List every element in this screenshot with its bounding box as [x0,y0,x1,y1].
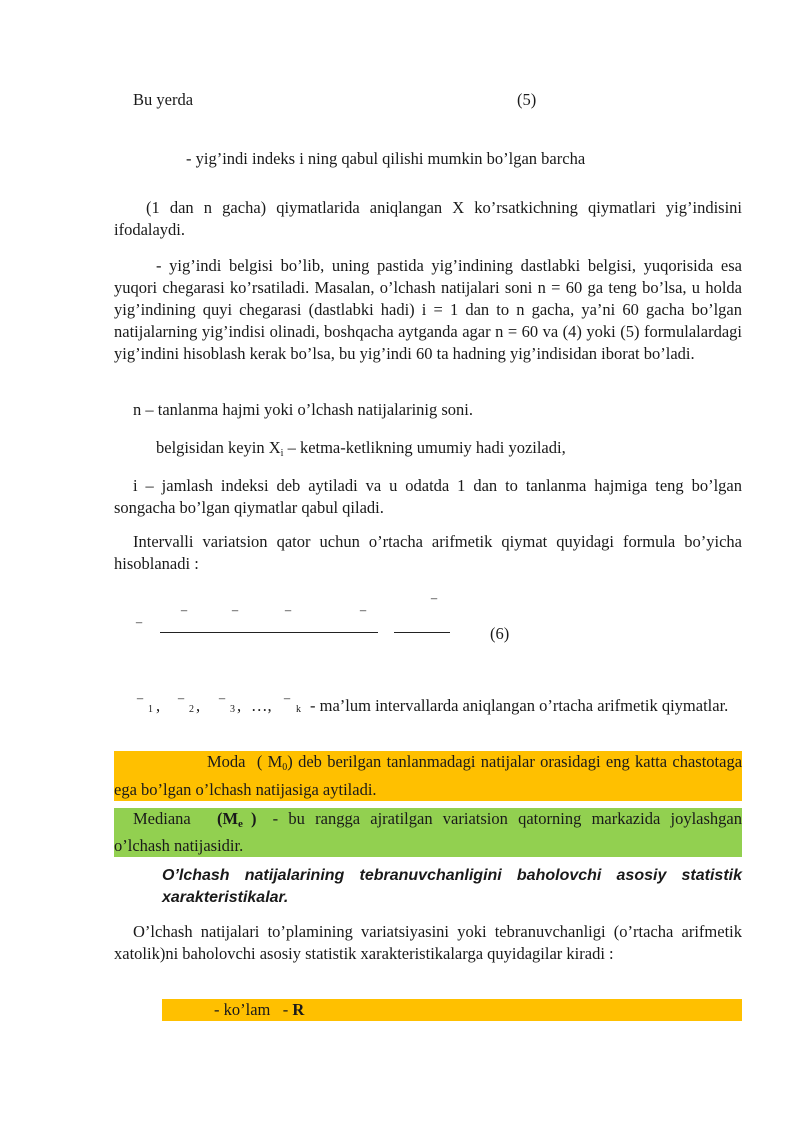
mean-overbar-1: _ [137,688,144,700]
mediana-symbol [217,809,256,828]
mean-overbar-2: _ [178,688,185,700]
mean-sub-3: 3 [230,704,235,715]
mean-sub-1: 1 [148,704,153,715]
mean-comma-2: , [196,696,201,715]
summation-index-definition: i – jamlash indeksi deb aytiladi va u odatda 1 dan to tanlanma hajmiga teng bo’lgan songacha bo’lgan qiymatlar qabul qiladi. [114,476,742,517]
formula-overbar-4: _ [285,600,292,612]
formula-overbar-6: _ [136,612,143,624]
mean-comma-1: , [156,696,161,715]
mediana-text: - bu rangga ajratilgan variatsion qatorning markazida joylashgan o’lchash natijasidir. [114,809,742,855]
summation-sign-text: - yig’indi belgisi bo’lib, uning pastida yig’indining dastlabki belgisi, yuqorisida esa yuqori chegarasi ko’rsatiladi. Masalan, o’lchash natijalari soni n = 60 ga teng bo’lsa, u holda yig’indining quyi chegarasi (dastlabki hadi) i = 1 dan to n gacha, ya’ni 60 gacha bo’lgan natijalarning yig’indisi olinadi, boshqacha aytganda agar n = 60 va (4) yoki (5) formulalardagi yig’indini hisoblash kerak bo’lsa, bu yig’indi 60 ta hadning yig’indisidan iborat bo’ladi. [114,256,742,363]
moda-symbol-sub: 0 [282,762,288,773]
mediana-symbol-sub: e [238,818,243,830]
equation-number-5: (5) [517,90,537,109]
interval-mean-intro: Intervalli variatsion qator uchun o’rtacha arifmetik qiymat quyidagi formula bo’yicha hisoblanadi : [114,532,742,573]
intro-lead: Bu yerda [133,90,194,109]
formula-overbar-5: _ [360,600,367,612]
intro-line [114,89,742,111]
moda-symbol-open: ( M [256,752,283,771]
mean-overbar-k: _ [284,688,291,700]
formula-fraction-bar-2 [394,632,450,633]
sample-size-text: n – tanlanma hajmi yoki o’lchash natijalarinig soni. [133,400,474,419]
mean-comma-3: , [237,696,242,715]
formula-fraction-bar-1 [160,632,378,633]
general-term-after: – ketma-ketlikning umumiy hadi yoziladi, [283,438,566,457]
section-heading: O’lchash natijalarining tebranuvchanligini baholovchi asosiy statistik xarakteristikalar. [162,867,742,906]
moda-text: deb berilgan tanlanmadagi natijalar orasidagi eng katta chastotaga ega bo’lgan o’lchash natijasiga aytiladi. [114,752,743,799]
moda-definition [114,751,742,801]
moda-word: Moda [207,752,246,771]
formula-overbar-1: _ [431,588,438,600]
range-item [162,999,742,1021]
summation-values-text: (1 dan n gacha) qiymatlarida aniqlangan X ko’rsatkichning qiymatlari yig’indisini ifodalaydi. [114,198,742,239]
mean-overbar-3: _ [219,688,226,700]
mediana-symbol-open: (M [216,809,239,828]
general-term-before: belgisidan keyin X [156,438,281,457]
range-symbol: R [292,1000,305,1019]
moda-symbol-close: ) [287,752,293,771]
summation-index-text: - yig’indi indeks i ning qabul qilishi mumkin bo’lgan barcha [186,149,586,168]
mean-sub-2: 2 [189,704,194,715]
formula-overbar-3: _ [232,600,239,612]
variation-intro: O’lchash natijalari to’plamining variatsiyasini yoki tebranuvchanligi (o’rtacha arifmetik xatolik)ni baholovchi asosiy statistik xarakteristikalarga quyidagilar kiradi : [114,922,742,963]
mediana-symbol-close: ) [250,809,257,828]
moda-symbol [257,752,293,771]
formula-overbar-2: _ [181,600,188,612]
mean-sub-k: k [296,704,301,715]
mediana-word: Mediana [133,809,191,828]
general-term-text [114,437,742,465]
interval-means-text [114,695,742,717]
mediana-definition [114,808,742,857]
equation-number-6: (6) [490,624,510,643]
range-label: - ko’lam - [214,1000,293,1019]
interval-means-desc: - ma’lum intervallarda aniqlangan o’rtacha arifmetik qiymatlar. [310,696,729,715]
general-term-sub: i [280,448,284,459]
mean-ellipsis: …, [251,696,272,715]
